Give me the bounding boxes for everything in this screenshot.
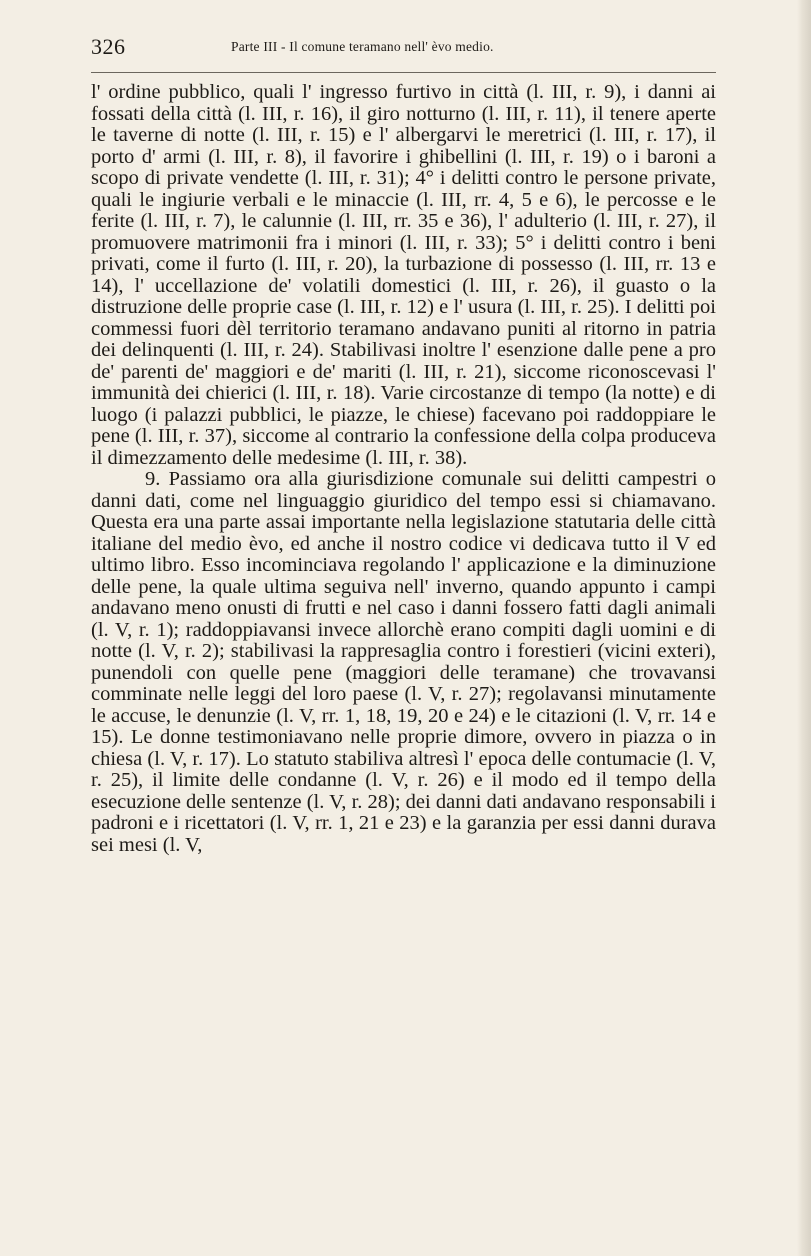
page-header [91, 30, 716, 70]
running-head: Parte III - Il comune teramano nell' èvo medio. [231, 39, 494, 54]
paragraph: 9. Passiamo ora alla giurisdizione comunale sui delitti campestri o danni dati, come nel linguaggio giuridico del tempo essi si chiamavano. Questa era una parte assai importante nella legislazione statutaria delle città italiane del medio èvo, ed anche il nostro codice vi dedicava tutto il V ed ultimo libro. Esso incominciava regolando l' applicazione e la diminuzione delle pene, la quale ultima seguiva nell' inverno, quando appunto i campi andavano meno onusti di frutti e nel caso i danni fossero fatti dagli animali (l. V, r. 1); raddoppiavansi invece allorchè erano compiti dagli uomini e di notte (l. V, r. 2); stabilivasi la rappresaglia contro i forestieri (vicini exteri), punendoli con quelle pene (maggiori delle teramane) che trovavansi comminate nelle leggi del loro paese (l. V, r. 27); regolavansi minutamente le accuse, le denunzie (l. V, rr. 1, 18, 19, 20 e 24) e le citazioni (l. V, rr. 14 e 15). Le donne testimoniavano nelle proprie dimore, ovvero in piazza o in chiesa (l. V, r. 17). Lo statuto stabiliva altresì l' epoca delle contumacie (l. V, r. 25), il limite delle condanne (l. V, r. 26) e il modo ed il tempo della esecuzione delle sentenze (l. V, r. 28); dei danni dati andavano responsabili i padroni e i ricettatori (l. V, rr. 1, 21 e 23) e la garanzia per essi danni durava sei mesi (l. V, [91, 468, 716, 856]
page-edge [797, 0, 811, 1256]
body-text [91, 82, 716, 856]
page-number: 326 [91, 34, 126, 59]
paragraph: l' ordine pubblico, quali l' ingresso furtivo in città (l. III, r. 9), i danni ai fossati della città (l. III, r. 16), il giro notturno (l. III, r. 11), il tenere aperte le taverne di notte (l. III, r. 15) e l' albergarvi le meretrici (l. III, r. 17), il porto d' armi (l. III, r. 8), il favorire i ghibellini (l. III, r. 19) o i baroni a scopo di private vendette (l. III, r. 31); 4° i delitti contro le persone private, quali le ingiurie verbali e le minaccie (l. III, rr. 4, 5 e 6), le percosse e le ferite (l. III, r. 7), le calunnie (l. III, rr. 35 e 36), l' adulterio (l. III, r. 27), il promuovere matrimonii fra i minori (l. III, r. 33); 5° i delitti contro i beni privati, come il furto (l. III, r. 20), la turbazione di possesso (l. III, rr. 13 e 14), l' uccellazione de' volatili domestici (l. III, r. 26), il guasto o la distruzione delle proprie case (l. III, r. 12) e l' usura (l. III, r. 25). I delitti poi commessi fuori dèl territorio teramano andavano puniti al ritorno in patria dei delinquenti (l. III, r. 24). Stabilivasi inoltre l' esenzione dalle pene a pro de' parenti de' maggiori e de' mariti (l. III, r. 21), siccome riconoscevasi l' immunità dei chierici (l. III, r. 18). Varie circostanze di tempo (la notte) e di luogo (i palazzi pubblici, le piazze, le chiese) facevano poi raddoppiare le pene (l. III, r. 37), siccome al contrario la confessione della colpa produceva il dimezzamento delle medesime (l. III, r. 38). [91, 81, 716, 469]
header-rule [91, 72, 716, 73]
